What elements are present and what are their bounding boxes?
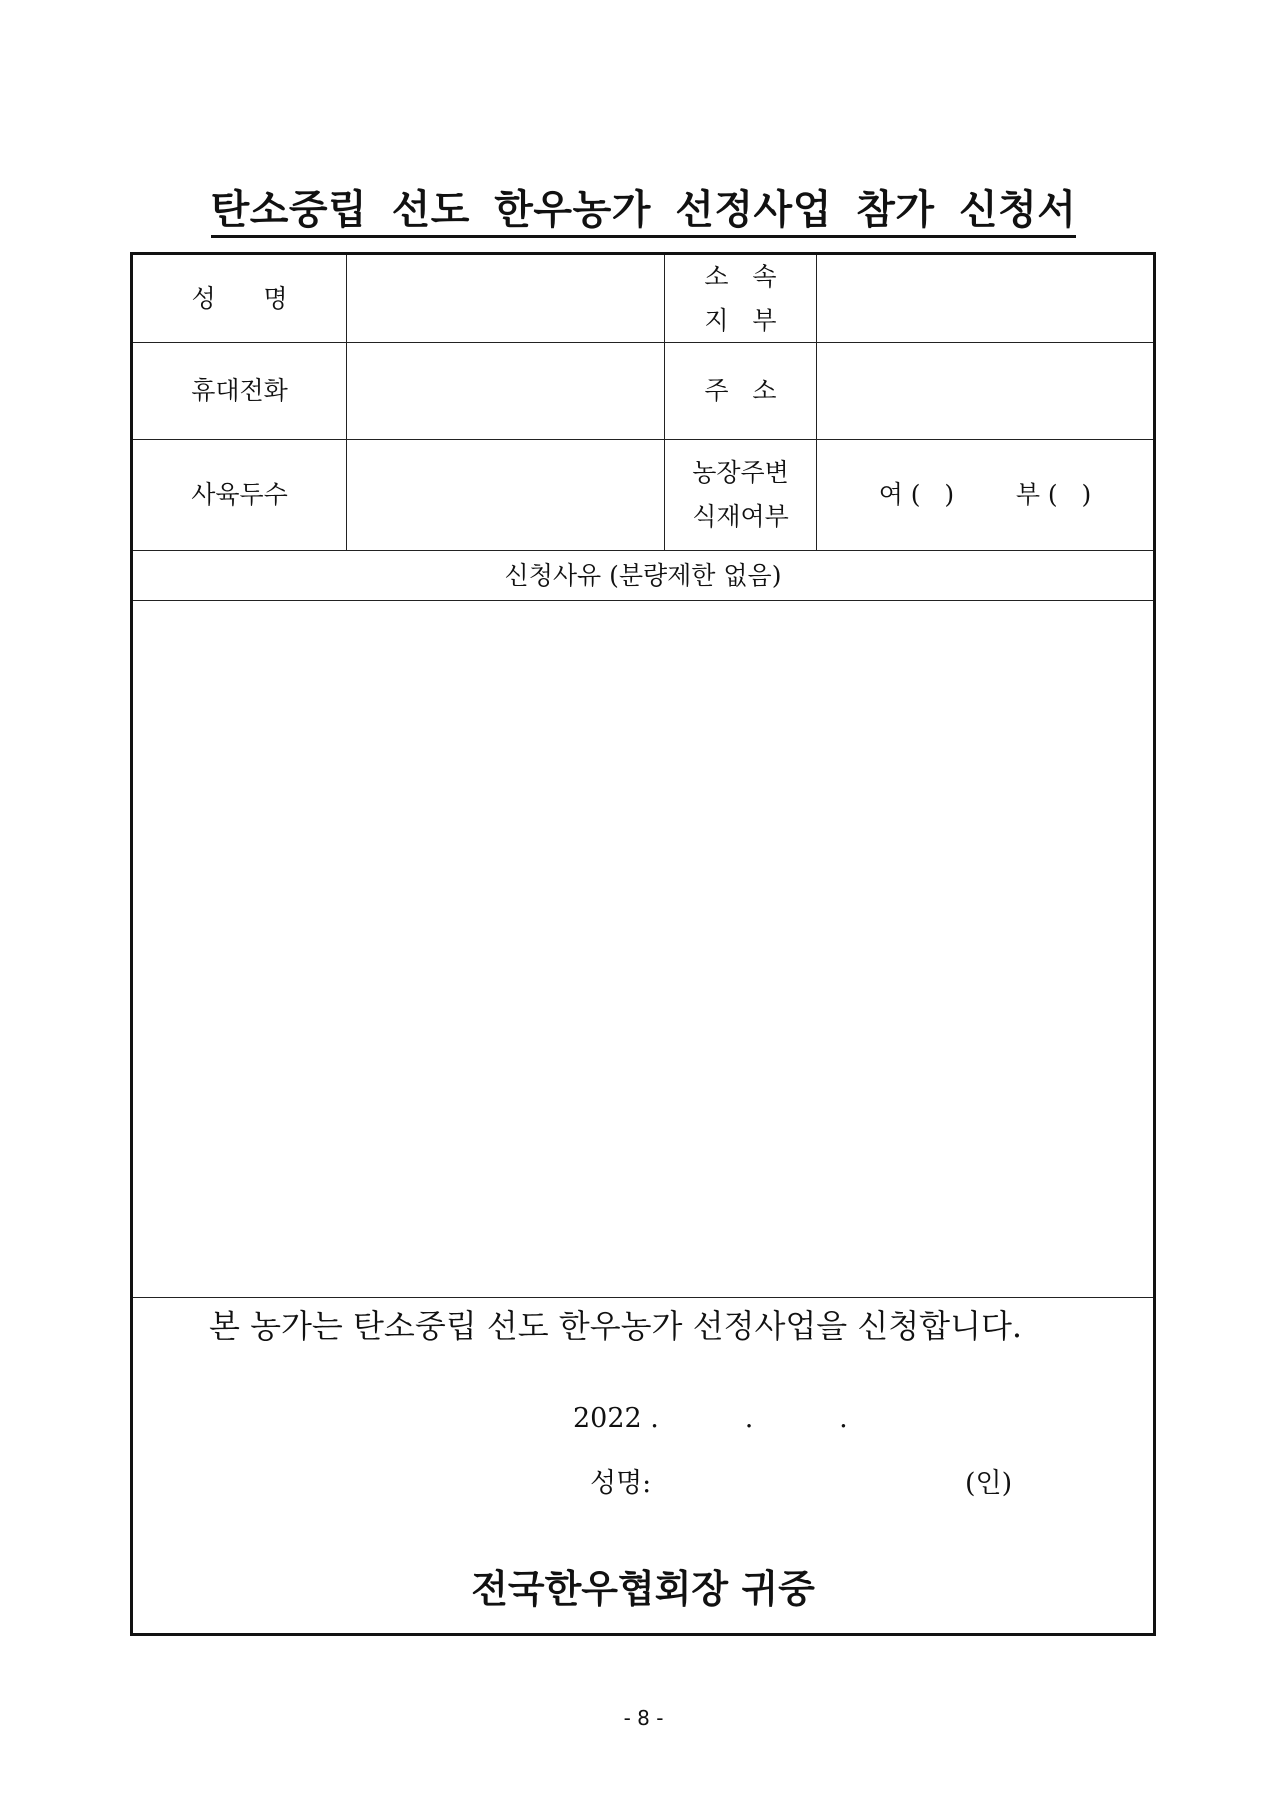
reason-header: 신청사유 (분량제한 없음) (504, 560, 782, 590)
phone-label: 휴대전화 (191, 376, 288, 405)
planting-label-line1: 농장주변 (692, 458, 789, 487)
form-title-text: 탄소중립 선도 한우농가 선정사업 참가 신청서 (211, 187, 1077, 238)
planting-label-cell (665, 440, 816, 550)
planting-label-line2: 식재여부 (692, 502, 789, 531)
address-label: 주 소 (704, 376, 777, 405)
phone-label-cell (133, 343, 346, 439)
application-form (130, 252, 1156, 1636)
name-label-cell (133, 255, 346, 342)
reason-input-area[interactable] (133, 601, 1153, 1297)
date-line: 2022 . . . (573, 1403, 848, 1434)
herd-input-cell[interactable] (347, 440, 664, 550)
name-label: 성 명 (191, 283, 288, 313)
address-label-cell (665, 343, 816, 439)
planting-no-option[interactable]: 부 ( ) (1015, 480, 1092, 509)
branch-label-cell (665, 255, 816, 342)
branch-label-line2: 지 부 (704, 305, 777, 335)
recipient: 전국한우협회장 귀중 (471, 1567, 815, 1611)
herd-label-cell (133, 440, 346, 550)
form-title (0, 178, 1287, 235)
phone-input-cell[interactable] (347, 343, 664, 439)
name-input-cell[interactable] (347, 255, 664, 342)
address-input-cell[interactable] (817, 343, 1153, 439)
signature-label: 성명: (590, 1468, 652, 1499)
seal-label: (인) (965, 1468, 1013, 1499)
branch-label-line1: 소 속 (704, 261, 777, 291)
planting-yes-option[interactable]: 여 ( ) (878, 480, 955, 509)
page-number: - 8 - (623, 1706, 664, 1730)
reason-header-cell (133, 551, 1153, 600)
planting-choice-cell (817, 440, 1153, 550)
branch-input-cell[interactable] (817, 255, 1153, 342)
row-divider (133, 1297, 1153, 1298)
application-statement: 본 농가는 탄소중립 선도 한우농가 선정사업을 신청합니다. (209, 1307, 1023, 1345)
signature-field[interactable] (642, 1461, 942, 1495)
herd-label: 사육두수 (191, 480, 288, 509)
